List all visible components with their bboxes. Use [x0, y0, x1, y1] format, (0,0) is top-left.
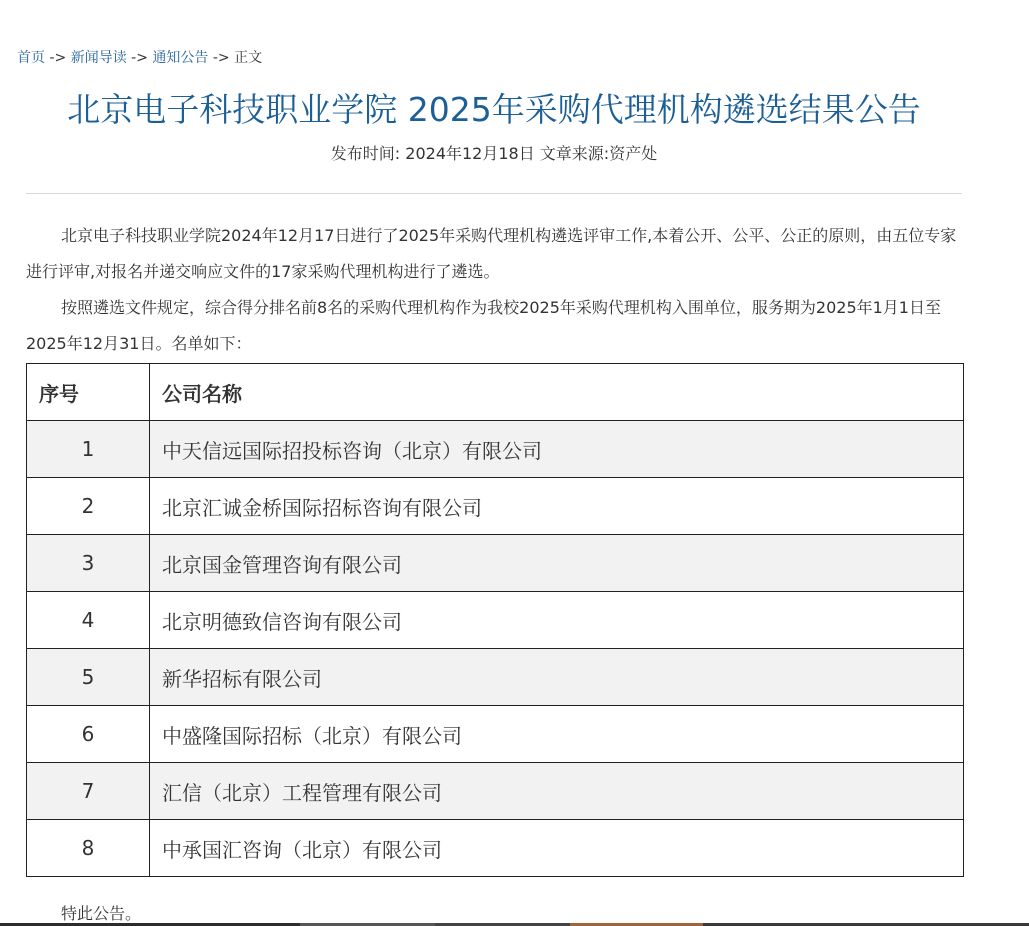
table-row: [27, 535, 964, 592]
result-table: [26, 363, 964, 877]
company-name: 中天信远国际招投标咨询（北京）有限公司: [150, 421, 964, 478]
table-row: [27, 592, 964, 649]
breadcrumb-separator: ->: [49, 50, 67, 66]
row-number: 4: [27, 592, 150, 649]
table-row: [27, 478, 964, 535]
row-number: 3: [27, 535, 150, 592]
table-header-row: [27, 364, 964, 421]
company-name: 汇信（北京）工程管理有限公司: [150, 763, 964, 820]
breadcrumb-separator: ->: [212, 50, 230, 66]
result-table-container: [26, 363, 963, 877]
company-name: 中盛隆国际招标（北京）有限公司: [150, 706, 964, 763]
table-row: [27, 649, 964, 706]
breadcrumb-separator: ->: [131, 50, 148, 66]
row-number: 5: [27, 649, 150, 706]
header-company: 公司名称: [150, 364, 964, 421]
article-meta: 发布时间: 2024年12月18日 文章来源:资产处: [330, 144, 658, 163]
row-number: 8: [27, 820, 150, 877]
table-row: [27, 421, 964, 478]
divider: [26, 193, 962, 194]
header-no: 序号: [27, 364, 150, 421]
company-name: 北京国金管理咨询有限公司: [150, 535, 964, 592]
breadcrumb: [17, 49, 262, 67]
row-number: 2: [27, 478, 150, 535]
paragraph-intro: 北京电子科技职业学院2024年12月17日进行了2025年采购代理机构遴选评审工作,本着公开、公平、公正的原则，由五位专家进行评审,对报名并递交响应文件的17家采购代理机构进行了遴选。: [26, 226, 957, 281]
table-row: [27, 763, 964, 820]
closing-statement: 特此公告。: [61, 904, 142, 923]
page-title: 北京电子科技职业学院 2025年采购代理机构遴选结果公告: [67, 90, 921, 129]
company-name: 中承国汇咨询（北京）有限公司: [150, 820, 964, 877]
breadcrumb-notices-link[interactable]: 通知公告: [152, 50, 209, 66]
row-number: 7: [27, 763, 150, 820]
breadcrumb-home-link[interactable]: 首页: [17, 50, 45, 66]
company-name: 北京明德致信咨询有限公司: [150, 592, 964, 649]
company-name: 新华招标有限公司: [150, 649, 964, 706]
table-row: [27, 820, 964, 877]
row-number: 1: [27, 421, 150, 478]
breadcrumb-current: 正文: [234, 50, 263, 66]
breadcrumb-news-link[interactable]: 新闻导读: [70, 50, 127, 66]
company-name: 北京汇诚金桥国际招标咨询有限公司: [150, 478, 964, 535]
article-body: [26, 218, 966, 362]
paragraph-rules: 按照遴选文件规定，综合得分排名前8名的采购代理机构作为我校2025年采购代理机构入围单位，服务期为2025年1月1日至2025年12月31日。名单如下：: [26, 298, 941, 353]
table-row: [27, 706, 964, 763]
row-number: 6: [27, 706, 150, 763]
